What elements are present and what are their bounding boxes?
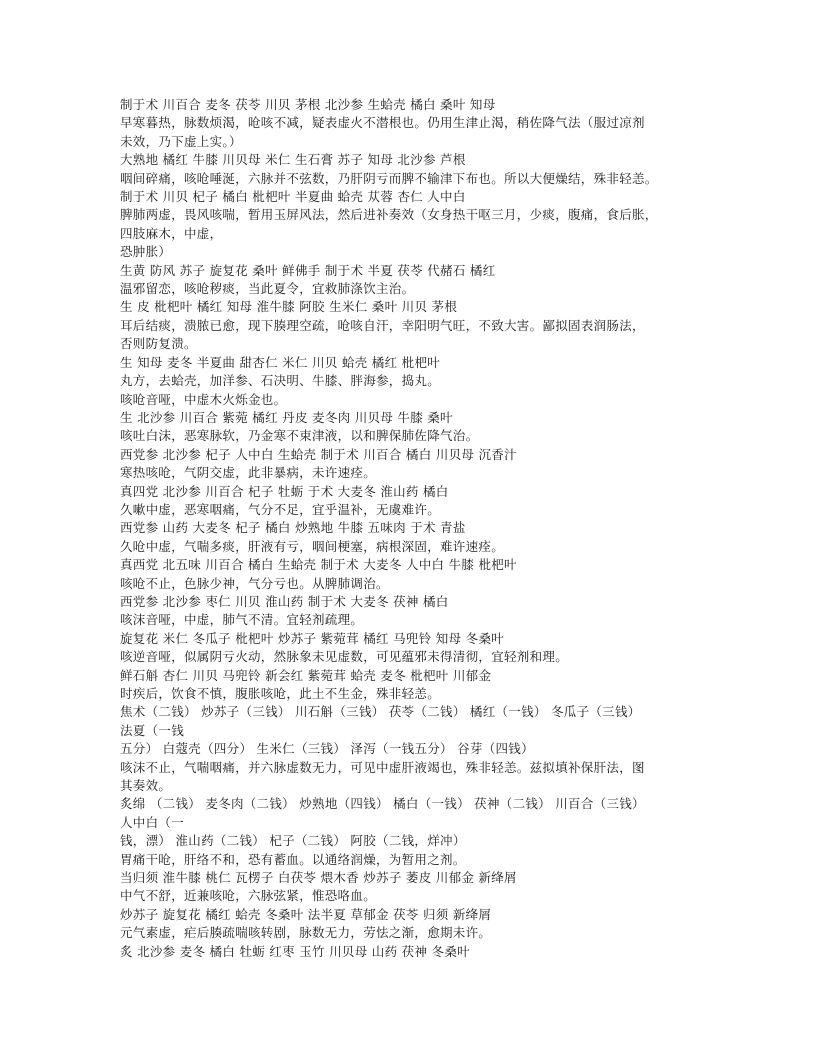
text-line: 五分） 白蔻壳（四分） 生米仁（三钱） 泽泻（一钱五分） 谷芽（四钱）	[120, 741, 534, 757]
text-line: 炙 北沙参 麦冬 橘白 牡蛎 红枣 玉竹 川贝母 山药 茯神 冬桑叶	[120, 943, 470, 959]
text-line: 焦术（二钱） 炒苏子（三钱） 川石斛（三钱） 茯苓（二钱） 橘红（一钱） 冬瓜子（三钱）	[120, 704, 641, 720]
text-line: 人中白（一	[120, 814, 185, 830]
text-line: 四肢麻木，中虚，	[120, 225, 223, 241]
text-line: 寒热咳呛，气阴交虚，此非暴病，未许速痊。	[120, 465, 377, 481]
text-line: 炒苏子 旋复花 橘红 蛤壳 冬桑叶 法半夏 草郁金 茯苓 归须 新绛屑	[120, 906, 492, 922]
text-line: 真四党 北沙参 川百合 杞子 牡蛎 于术 大麦冬 淮山药 橘白	[120, 483, 449, 499]
text-line: 咽间碎痛，咳呛唾涎，六脉并不弦数，乃肝阴亏而脾不输津下布也。所以大便燥结，殊非轻恙。	[120, 170, 658, 186]
text-line: 西党参 北沙参 枣仁 川贝 淮山药 制于术 大麦冬 茯神 橘白	[120, 593, 449, 609]
text-line: 耳后结痰，溃脓已愈，现下腠理空疏，呛咳自汗，幸阳明气旺，不致大害。鄙拟固表润肠法，	[120, 317, 645, 333]
document-body	[120, 96, 700, 961]
text-line: 丸方，去蛤壳，加洋参、石决明、牛膝、胖海参，捣丸。	[120, 373, 441, 389]
text-line: 生 知母 麦冬 半夏曲 甜杏仁 米仁 川贝 蛤壳 橘红 枇杷叶	[120, 354, 441, 370]
text-line: 西党参 山药 大麦冬 杞子 橘白 炒熟地 牛膝 五味肉 于术 青盐	[120, 520, 466, 536]
text-line: 恐肿胀）	[120, 244, 172, 260]
text-line: 制于术 川百合 麦冬 茯苓 川贝 茅根 北沙参 生蛤壳 橘白 桑叶 知母	[120, 97, 496, 112]
text-line: 法夏（一钱	[120, 722, 185, 738]
text-line: 西党参 北沙参 杞子 人中白 生蛤壳 制于术 川百合 橘白 川贝母 沉香汁	[120, 446, 517, 462]
text-line: 脾肺两虚，畏风咳喘，暂用玉屏风法，然后进补奏效（女身热干呕三月，少痰，腹痛，食后胀，	[120, 207, 658, 223]
text-line: 中气不舒，近兼咳呛，六脉弦紧，惟恐咯血。	[120, 888, 377, 904]
text-line: 生 北沙参 川百合 紫菀 橘红 丹皮 麦冬肉 川贝母 牛膝 桑叶	[120, 409, 453, 425]
text-line: 炙绵 （二钱） 麦冬肉（二钱） 炒熟地（四钱） 橘白（一钱） 茯神（二钱） 川百合（三钱）	[120, 796, 645, 812]
text-line: 元气素虚，疟后腠疏喘咳转剧，脉数无力，劳怯之渐，愈期未许。	[120, 925, 492, 941]
text-line: 久呛中虚，气喘多痰，肝液有亏，咽间梗塞，病根深固，难许速痊。	[120, 538, 505, 554]
text-line: 未效，乃下虚上实。）	[120, 133, 242, 149]
text-line: 咳呛音哑，中虚木火烁金也。	[120, 391, 287, 407]
text-line: 生黄 防风 苏子 旋复花 桑叶 鲜佛手 制于术 半夏 茯苓 代赭石 橘红	[120, 262, 496, 278]
text-line: 早寒暮热，脉数烦渴，呛咳不减，疑表虚火不潜根也。仍用生津止渴，稍佐降气法（服过凉剂	[120, 115, 645, 131]
text-line: 时疾后，饮食不慎，腹胀咳呛，此土不生金，殊非轻恙。	[120, 686, 441, 701]
text-line: 鲜石斛 杏仁 川贝 马兜铃 新会红 紫菀茸 蛤壳 麦冬 枇杷叶 川郁金	[120, 667, 492, 683]
text-line: 钱，漂） 淮山药（二钱） 杞子（二钱） 阿胶（二钱，烊冲）	[120, 833, 466, 849]
text-line: 温邪留恋，咳呛秽痰，当此夏令，宜救肺涤饮主治。	[120, 281, 415, 297]
text-line: 制于术 川贝 杞子 橘白 枇杷叶 半夏曲 蛤壳 苁蓉 杏仁 人中白	[120, 189, 466, 205]
text-line: 大熟地 橘红 牛膝 川贝母 米仁 生石膏 苏子 知母 北沙参 芦根	[120, 152, 466, 168]
text-line: 咳吐白沫，恶寒脉软，乃金寒不束津液，以和脾保肺佐降气治。	[120, 428, 479, 444]
text-line: 其奏效。	[120, 778, 172, 794]
text-line: 真西党 北五味 川百合 橘白 生蛤壳 制于术 大麦冬 人中白 牛膝 枇杷叶	[120, 557, 517, 573]
text-line: 当归须 淮牛膝 桃仁 瓦楞子 白茯苓 煨木香 炒苏子 萎皮 川郁金 新绛屑	[120, 870, 517, 886]
text-line: 咳沫不止，气喘咽痛，并六脉虚数无力，可见中虚肝液竭也，殊非轻恙。兹拟填补保肝法，图	[120, 759, 645, 775]
text-line: 咳逆音哑，似属阴亏火动，然脉象未见虚数，可见蕴邪未得清彻，宜轻剂和理。	[120, 649, 569, 665]
text-line: 否则防复溃。	[120, 336, 197, 352]
text-line: 咳沫音哑，中虚，肺气不清。宜轻剂疏理。	[120, 612, 364, 628]
text-line: 咳呛不止，色脉少神，气分亏也。从脾肺调治。	[120, 575, 389, 591]
text-line: 生 皮 枇杷叶 橘红 知母 淮牛膝 阿胶 生米仁 桑叶 川贝 茅根	[120, 299, 458, 315]
text-line: 胃痛干呛，肝络不和，恐有蓄血。以通络润燥，为暂用之剂。	[120, 851, 466, 867]
text-line: 旋复花 米仁 冬瓜子 枇杷叶 炒苏子 紫菀茸 橘红 马兜铃 知母 冬桑叶	[120, 630, 505, 646]
text-line: 久嗽中虚，恶寒咽痛，气分不足，宜乎温补，无虞难许。	[120, 501, 441, 517]
